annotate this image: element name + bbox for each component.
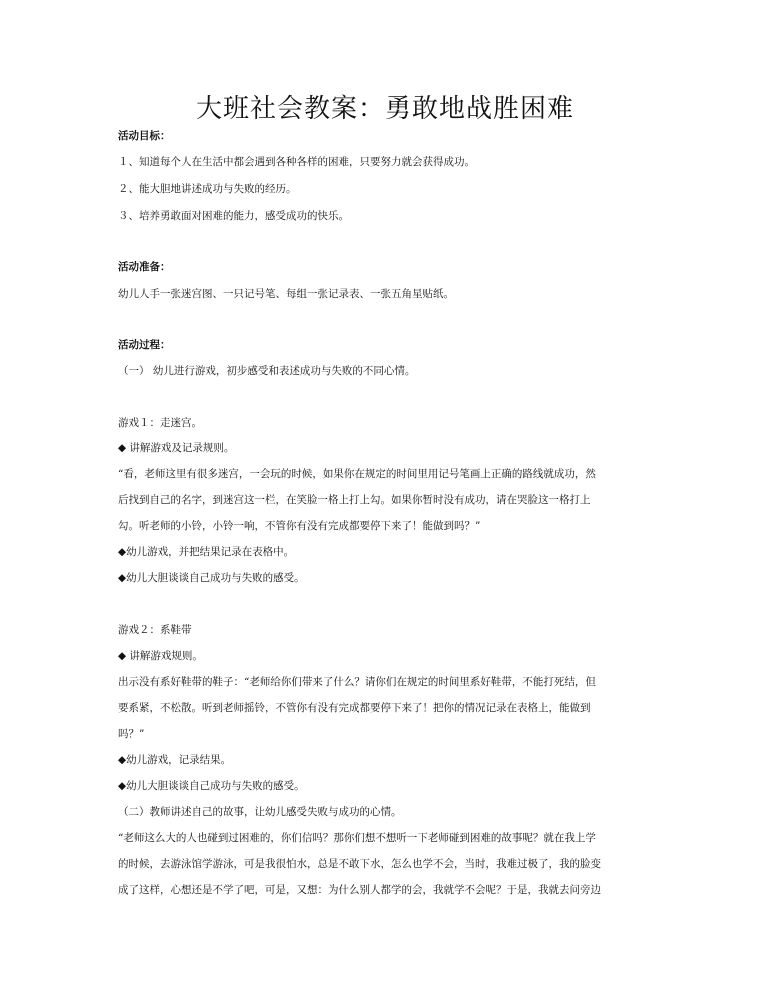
game-1-speech-line-2: 后找到自己的名字，到迷宫这一栏，在笑脸一格上打上勾。如果你暂时没有成功，请在哭脸这一格打上 (118, 494, 591, 506)
process-part-1: （一） 幼儿进行游戏，初步感受和表述成功与失败的不同心情。 (118, 365, 416, 377)
game-1-rule: ◆ 讲解游戏及记录规则。 (118, 442, 235, 454)
goals-heading: 活动目标： (118, 130, 171, 142)
goal-item-1: １、知道每个人在生活中都会遇到各种各样的困难，只要努力就会获得成功。 (118, 156, 475, 168)
goal-item-2: ２、能大胆地讲述成功与失败的经历。 (118, 183, 297, 195)
story-line-2: 的时候，去游泳馆学游泳，可是我很怕水，总是不敢下水，怎么也学不会，当时，我难过极了，我的脸变 (118, 858, 601, 870)
game-2-speech-line-1: 出示没有系好鞋带的鞋子：“老师给你们带来了什么？请你们在规定的时间里系好鞋带，不能打死结，但 (118, 676, 596, 688)
story-line-1: “老师这么大的人也碰到过困难的，你们信吗？那你们想不想听一下老师碰到困难的故事呢？就在我上学 (118, 832, 596, 844)
goal-item-3: ３、培养勇敢面对困难的能力，感受成功的快乐。 (118, 210, 349, 222)
game-1-title: 游戏１：走迷宫。 (118, 417, 202, 429)
game-2-title: 游戏２：系鞋带 (118, 624, 192, 636)
game-1-step-1: ◆幼儿游戏，并把结果记录在表格中。 (118, 546, 295, 558)
prep-text: 幼儿人手一张迷宫图、一只记号笔、每组一张记录表、一张五角星贴纸。 (118, 288, 454, 300)
game-1-step-2: ◆幼儿大胆谈谈自己成功与失败的感受。 (118, 572, 305, 584)
page-title: 大班社会教案：勇敢地战胜困难 (195, 94, 574, 124)
game-2-speech-line-2: 要系紧，不松散。听到老师摇铃，不管你有没有完成都要停下来了！把你的情况记录在表格上，能做到 (118, 702, 591, 714)
prep-heading: 活动准备： (118, 261, 171, 273)
game-2-speech-line-3: 吗？” (118, 728, 145, 740)
process-heading: 活动过程： (118, 339, 171, 351)
game-2-step-2: ◆幼儿大胆谈谈自己成功与失败的感受。 (118, 780, 305, 792)
game-2-rule: ◆ 讲解游戏规则。 (118, 650, 203, 662)
game-1-speech-line-3: 勾。听老师的小铃，小铃一响，不管你有没有完成都要停下来了！能做到吗？” (118, 520, 481, 532)
game-2-step-1: ◆幼儿游戏，记录结果。 (118, 754, 232, 766)
story-line-3: 成了这样，心想还是不学了吧，可是，又想：为什么别人都学的会，我就学不会呢？于是，我就去问旁边 (118, 884, 601, 896)
game-1-speech-line-1: “看，老师这里有很多迷宫，一会玩的时候，如果你在规定的时间里用记号笔画上正确的路线就成功，然 (118, 468, 596, 480)
process-part-2: （二）教师讲述自己的故事，让幼儿感受失败与成功的心情。 (118, 806, 402, 818)
